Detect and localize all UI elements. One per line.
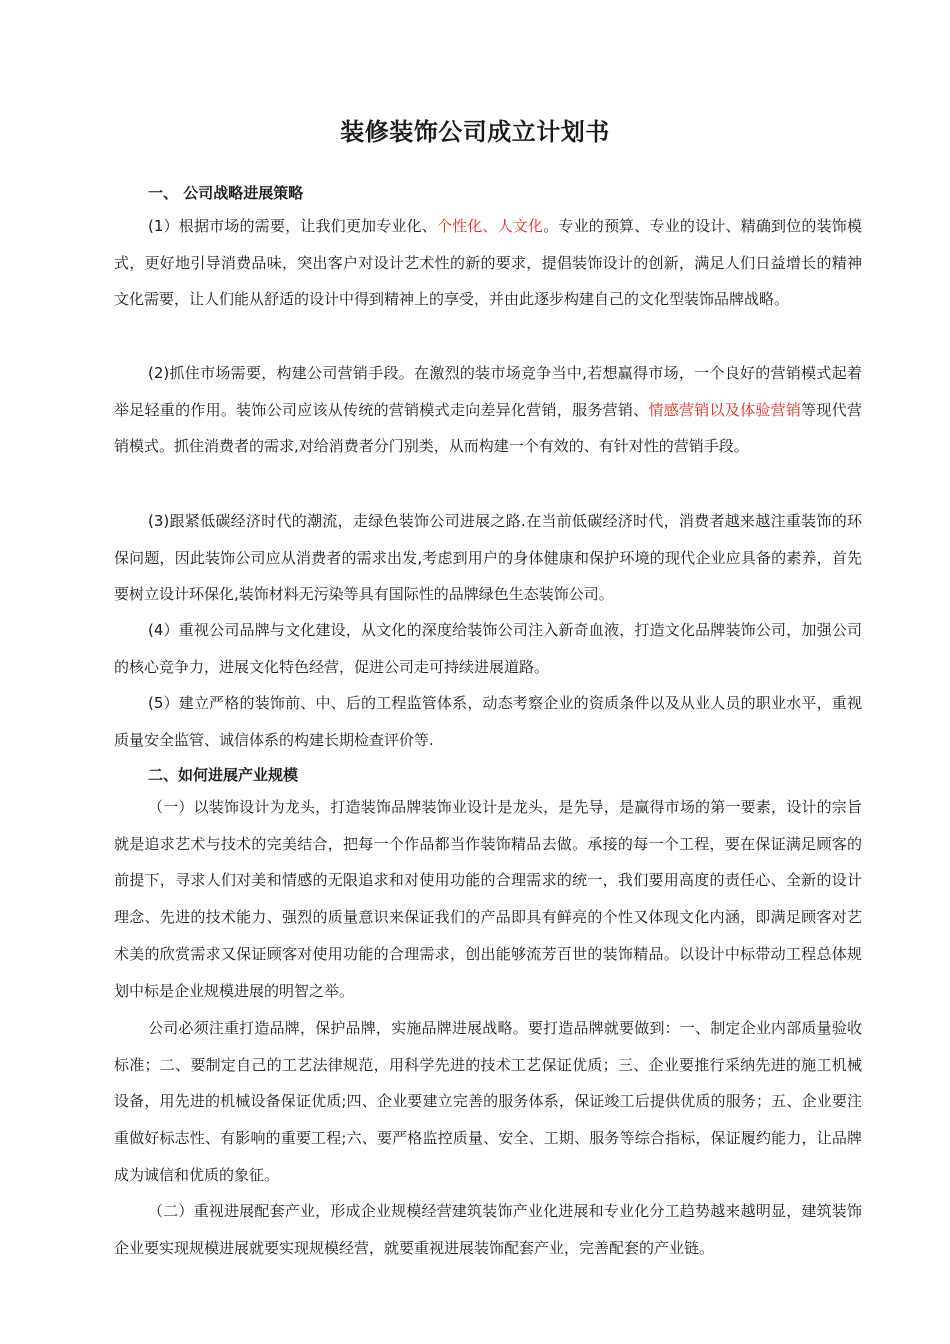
paragraph-text: (1）根据市场的需要，让我们更加专业化、 xyxy=(148,217,437,235)
paragraph-scale-1: （一）以装饰设计为龙头，打造装饰品牌装饰业设计是龙头，是先导，是赢得市场的第一要素，设计的宗旨就是追求艺术与技术的完美结合，把每一个作品都当作装饰精品去做。承接的每一个工程，要在保证满足顾客的前提下，寻求人们对美和情感的无限追求和对使用功能的合理需求的统一，我们要用高度的责任心、全新的设计理念、先进的技术能力、强烈的质量意识来保证我们的产品即具有鲜亮的个性又体现文化内涵，即满足顾客对艺术美的欣赏需求又保证顾客对使用功能的合理需求，创出能够流芳百世的装饰精品。以设计中标带动工程总体规划中标是企业规模进展的明智之举。 xyxy=(114,798,862,1000)
paragraph-text: 等现代营销模式。抓住消费者的需求,对给消费者分门别类，从而构建一个有效的、有针对性的营销手段。 xyxy=(114,400,862,456)
paragraph-text: 。专业的预算、专业的设计、精确到位的装饰模式，更好地引导消费品味，突出客户对设计艺术性的新的要求，提倡装饰设计的创新，满足人们日益增长的精神文化需要，让人们能从舒适的设计中得到精神上的享受，并由此逐步构建自己的文化型装饰品牌战略。 xyxy=(114,217,862,309)
paragraph-strategy-3: (3)跟紧低碳经济时代的潮流，走绿色装饰公司进展之路.在当前低碳经济时代，消费者越来越注重装饰的环保问题，因此装饰公司应从消费者的需求出发,考虑到用户的身体健康和保护环境的现代企业应具备的素养，首先要树立设计环保化,装饰材料无污染等具有国际性的品牌绿色生态装饰公司。 xyxy=(114,512,862,604)
document-title: 装修装饰公司成立计划书 xyxy=(340,118,610,146)
highlighted-text: 情感营销以及体验营销 xyxy=(648,400,802,419)
paragraph-text: (2)抓住市场需要，构建公司营销手段。在激烈的装市场竞争当中,若想赢得市场，一个良好的营销模式起着举足轻重的作用。装饰公司应该从传统的营销模式走向差异化营销，服务营销、 xyxy=(114,364,862,419)
section-heading-scale: 二、如何进展产业规模 xyxy=(148,766,299,784)
paragraph-strategy-1 xyxy=(114,208,862,318)
paragraph-scale-2: 公司必须注重打造品牌，保护品牌，实施品牌进展战略。要打造品牌就要做到：一、制定企业内部质量验收标准；二、要制定自己的工艺法律规范，用科学先进的技术工艺保证优质；三、企业要推行采纳先进的施工机械设备，用先进的机械设备保证优质;四、企业要建立完善的服务体系，保证竣工后提供优质的服务；五、企业要注重做好标志性、有影响的重要工程;六、要严格监控质量、安全、工期、服务等综合指标，保证履约能力，让品牌成为诚信和优质的象征。 xyxy=(114,1019,862,1184)
paragraph-strategy-5: (5）建立严格的装饰前、中、后的工程监管体系，动态考察企业的资质条件以及从业人员的职业水平，重视质量安全监管、诚信体系的构建长期检查评价等. xyxy=(114,694,862,749)
highlighted-text: 个性化、人文化 xyxy=(436,217,544,235)
paragraph-scale-3: （二）重视进展配套产业，形成企业规模经营建筑装饰产业化进展和专业化分工趋势越来越明显，建筑装饰企业要实现规模进展就要实现规模经营，就要重视进展装饰配套产业，完善配套的产业链。 xyxy=(114,1202,862,1257)
section-heading-strategy: 一、 公司战略进展策略 xyxy=(148,184,304,202)
paragraph-strategy-2 xyxy=(114,355,862,465)
paragraph-strategy-4: (4）重视公司品牌与文化建设，从文化的深度给装饰公司注入新奇血液，打造文化品牌装饰公司，加强公司的核心竞争力，进展文化特色经营，促进公司走可持续进展道路。 xyxy=(114,621,862,676)
